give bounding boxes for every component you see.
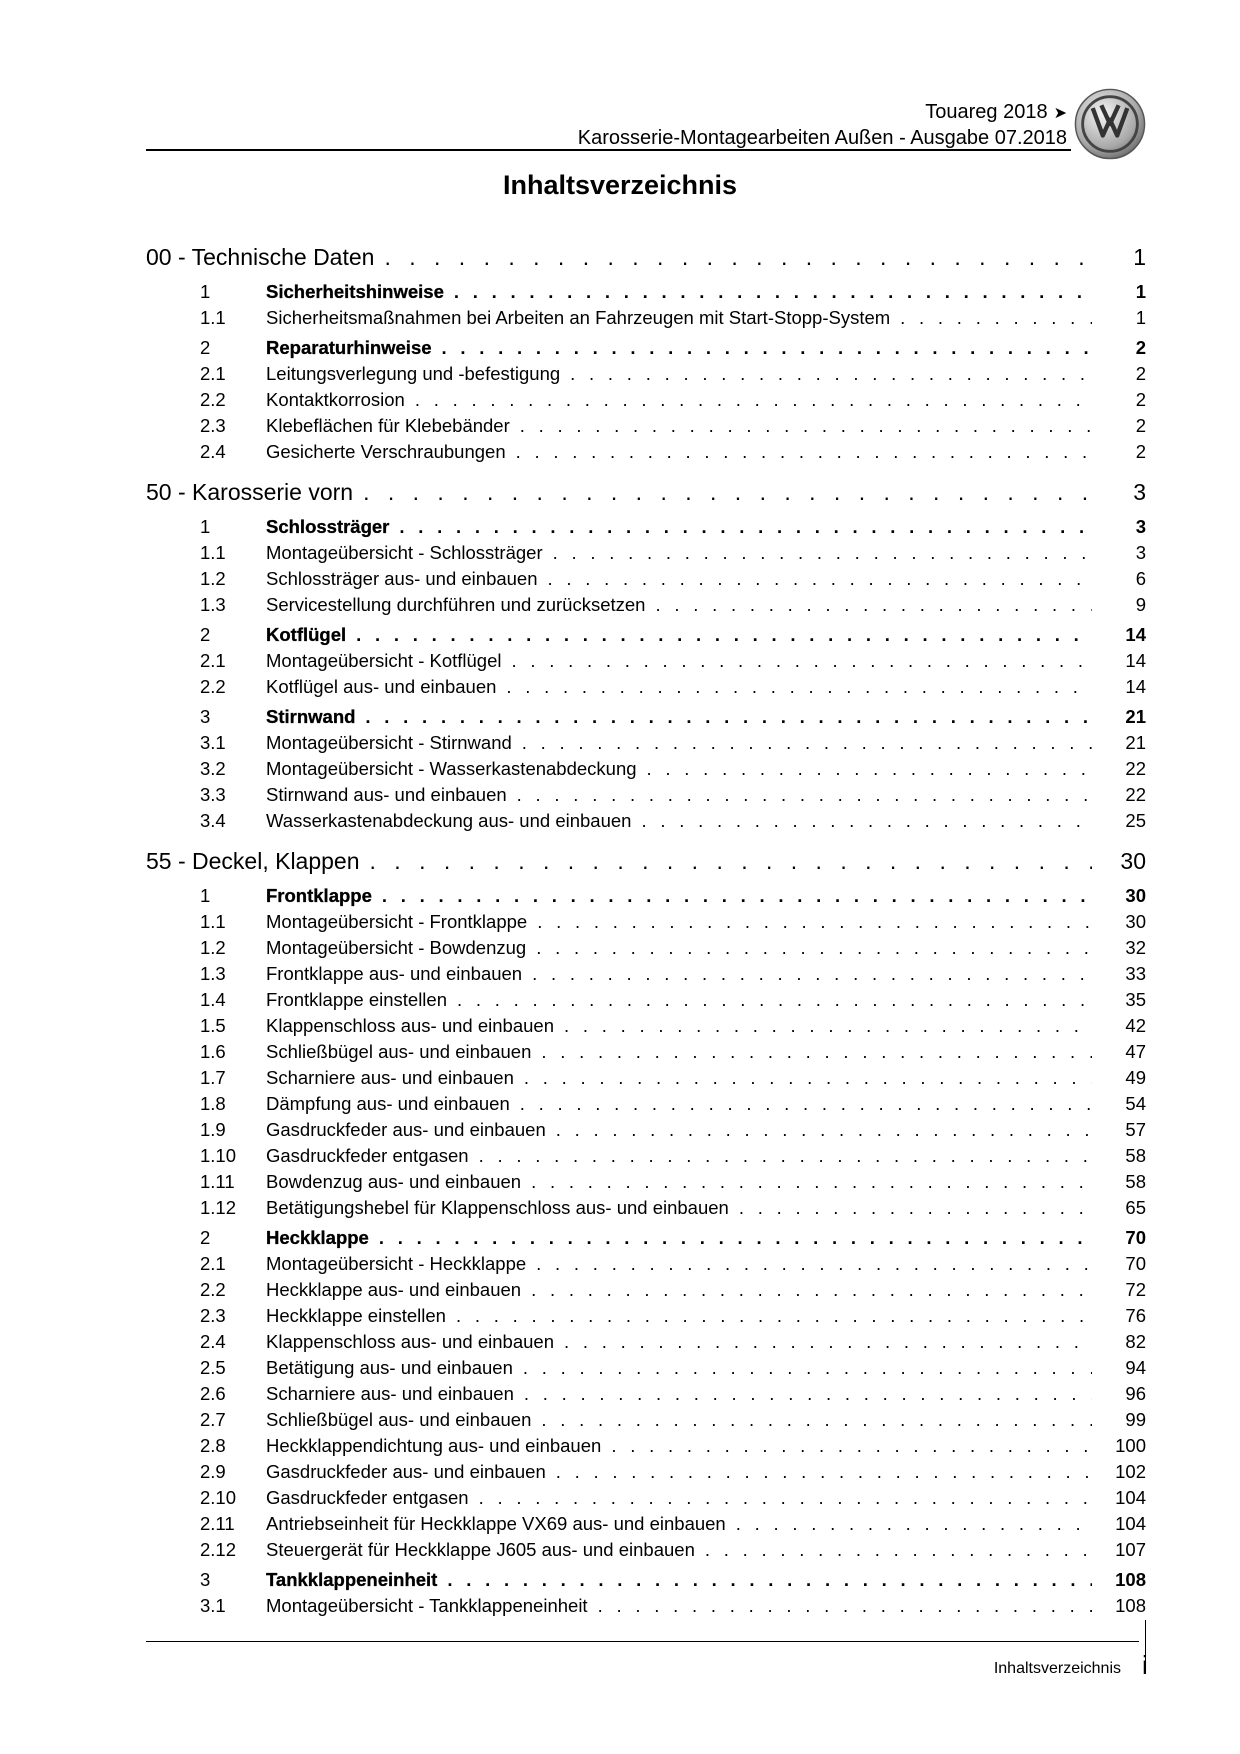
toc-sub-row[interactable] (146, 594, 1146, 620)
footer-rule (146, 1641, 1139, 1642)
toc-page-number: 21 (1125, 732, 1146, 753)
toc-page-number: 70 (1125, 1227, 1146, 1248)
toc-leader-dots (553, 542, 1092, 564)
toc-sub-row[interactable] (146, 1305, 1146, 1331)
toc-title: Frontklappe einstellen (266, 989, 447, 1010)
toc-page-number: 2 (1135, 337, 1146, 358)
header-model: Touareg 2018 (925, 101, 1048, 123)
arrow-icon: ➤ (1053, 105, 1067, 122)
toc-page-number: 3 (1135, 516, 1146, 537)
toc-number: 2.8 (200, 1435, 226, 1456)
toc-chapter-row[interactable] (146, 848, 1146, 881)
toc-sub-row[interactable] (146, 963, 1146, 989)
footer-page-number: i (1142, 1650, 1148, 1680)
toc-sub-row[interactable] (146, 363, 1146, 389)
toc-number: 1.10 (200, 1145, 237, 1166)
toc-title: 00 - Technische Daten (146, 244, 375, 270)
toc-page-number: 76 (1125, 1305, 1146, 1326)
toc-sub-row[interactable] (146, 989, 1146, 1015)
toc-page-number: 3 (1133, 479, 1146, 505)
toc-page-number: 21 (1125, 706, 1146, 727)
toc-title: Kotflügel aus- und einbauen (266, 676, 497, 697)
toc-leader-dots (479, 1487, 1092, 1509)
toc-page-number: 100 (1115, 1435, 1146, 1456)
toc-title: Montageübersicht - Tankklappeneinheit (266, 1595, 588, 1616)
toc-number: 2.10 (200, 1487, 237, 1508)
toc-page-number: 1 (1135, 307, 1146, 328)
toc-title: Antriebseinheit für Heckklappe VX69 aus- und einbauen (266, 1513, 726, 1534)
toc-title: Betätigungshebel für Klappenschloss aus- und einbauen (266, 1197, 729, 1218)
toc-section-row[interactable] (146, 281, 1146, 307)
toc-title: Tankklappeneinheit (266, 1569, 438, 1590)
toc-page-number: 108 (1115, 1595, 1146, 1616)
toc-number: 2.6 (200, 1383, 226, 1404)
toc-leader-dots (531, 1171, 1092, 1193)
toc-page-number: 72 (1125, 1279, 1146, 1300)
toc-title: Heckklappe aus- und einbauen (266, 1279, 522, 1300)
toc-title: Gasdruckfeder aus- und einbauen (266, 1119, 546, 1140)
toc-page-number: 107 (1115, 1539, 1146, 1560)
toc-section-row[interactable] (146, 516, 1146, 542)
toc-title: Servicestellung durchführen und zurücksetzen (266, 594, 646, 615)
toc-leader-dots (454, 281, 1092, 303)
toc-title: Kontaktkorrosion (266, 389, 405, 410)
toc-leader-dots (356, 624, 1092, 646)
toc-title: Gasdruckfeder entgasen (266, 1487, 469, 1508)
toc-sub-row[interactable] (146, 542, 1146, 568)
toc-page-number: 58 (1125, 1145, 1146, 1166)
toc-title: Schließbügel aus- und einbauen (266, 1041, 532, 1062)
toc-leader-dots (520, 1093, 1092, 1115)
toc-page-number: 102 (1115, 1461, 1146, 1482)
toc-leader-dots (564, 1015, 1092, 1037)
toc-title: Frontklappe aus- und einbauen (266, 963, 523, 984)
toc-title: Montageübersicht - Heckklappe (266, 1253, 527, 1274)
toc-page-number: 1 (1133, 244, 1146, 270)
toc-leader-dots (524, 1383, 1092, 1405)
toc-title: Reparaturhinweise (266, 337, 432, 358)
toc-page-number: 22 (1125, 758, 1146, 779)
toc-number: 1.1 (200, 911, 226, 932)
toc-page-number: 2 (1135, 363, 1146, 384)
toc-leader-dots (556, 1119, 1092, 1141)
toc-title: Klappenschloss aus- und einbauen (266, 1015, 554, 1036)
toc-page-number: 94 (1125, 1357, 1146, 1378)
toc-leader-dots (512, 650, 1093, 672)
toc-leader-dots (415, 389, 1092, 411)
toc-number: 1.2 (200, 568, 226, 589)
toc-title: Montageübersicht - Wasserkastenabdeckung (266, 758, 637, 779)
toc-title: Schließbügel aus- und einbauen (266, 1409, 532, 1430)
toc-title: Montageübersicht - Stirnwand (266, 732, 512, 753)
toc-title: Gasdruckfeder aus- und einbauen (266, 1461, 546, 1482)
toc-sub-row[interactable] (146, 1279, 1146, 1305)
toc-section-row[interactable] (146, 624, 1146, 650)
toc-number: 1.1 (200, 542, 226, 563)
toc-title: Stirnwand (266, 706, 356, 727)
toc-sub-row[interactable] (146, 732, 1146, 758)
toc-page-number: 96 (1125, 1383, 1146, 1404)
toc-sub-row[interactable] (146, 1171, 1146, 1197)
toc-leader-dots (517, 784, 1092, 806)
toc-number: 2.3 (200, 1305, 226, 1326)
toc-sub-row[interactable] (146, 1041, 1146, 1067)
toc-leader-dots (548, 568, 1092, 590)
toc-leader-dots (739, 1197, 1092, 1219)
toc-sub-row[interactable] (146, 1383, 1146, 1409)
toc-title: Bowdenzug aus- und einbauen (266, 1171, 522, 1192)
toc-number: 2.1 (200, 650, 226, 671)
toc-sub-row[interactable] (146, 911, 1146, 937)
toc-number: 2.2 (200, 676, 226, 697)
toc-sub-row[interactable] (146, 1067, 1146, 1093)
toc-number: 1.4 (200, 989, 226, 1010)
toc-number: 2 (200, 337, 211, 358)
toc-number: 1.8 (200, 1093, 226, 1114)
toc-number: 1.5 (200, 1015, 226, 1036)
toc-number: 1.7 (200, 1067, 226, 1088)
toc-leader-dots (457, 989, 1092, 1011)
toc-leader-dots (479, 1145, 1092, 1167)
toc-number: 2.11 (200, 1513, 235, 1534)
toc-title: Dämpfung aus- und einbauen (266, 1093, 510, 1114)
toc-sub-row[interactable] (146, 1093, 1146, 1119)
toc-title: Schlossträger aus- und einbauen (266, 568, 538, 589)
toc-number: 1.12 (200, 1197, 237, 1218)
toc-number: 2.1 (200, 1253, 226, 1274)
toc-leader-dots (641, 810, 1092, 832)
toc-sub-row[interactable] (146, 758, 1146, 784)
toc-leader-dots (655, 594, 1092, 616)
toc-sub-row[interactable] (146, 810, 1146, 836)
toc-page-number: 2 (1135, 415, 1146, 436)
toc-number: 1 (200, 516, 211, 537)
toc-sub-row[interactable] (146, 307, 1146, 333)
toc-leader-dots (570, 363, 1092, 385)
toc-leader-dots (379, 1227, 1092, 1249)
toc-number: 1.1 (200, 307, 226, 328)
toc-leader-dots (370, 848, 1092, 875)
toc-page-number: 32 (1125, 937, 1146, 958)
toc-number: 3.4 (200, 810, 226, 831)
toc-number: 1.3 (200, 594, 226, 615)
toc-number: 2.12 (200, 1539, 237, 1560)
toc-sub-row[interactable] (146, 1197, 1146, 1223)
toc-page-number: 25 (1125, 810, 1146, 831)
toc-leader-dots (536, 1253, 1092, 1275)
toc-number: 2.2 (200, 389, 226, 410)
toc-number: 2 (200, 1227, 211, 1248)
toc-sub-row[interactable] (146, 1513, 1146, 1539)
toc-page-number: 47 (1125, 1041, 1146, 1062)
toc-sub-row[interactable] (146, 784, 1146, 810)
toc-leader-dots (506, 676, 1092, 698)
toc-page-number: 54 (1125, 1093, 1146, 1114)
toc-number: 2.4 (200, 441, 226, 462)
toc-page-number: 104 (1115, 1487, 1146, 1508)
toc-page-number: 3 (1135, 542, 1146, 563)
toc-page-number: 33 (1125, 963, 1146, 984)
toc-leader-dots (399, 516, 1092, 538)
toc-sub-row[interactable] (146, 1331, 1146, 1357)
toc-sub-row[interactable] (146, 1119, 1146, 1145)
toc-number: 3.1 (200, 732, 226, 753)
page-header (146, 88, 1146, 152)
toc-number: 2.9 (200, 1461, 226, 1482)
toc-leader-dots (456, 1305, 1092, 1327)
toc-leader-dots (556, 1461, 1092, 1483)
toc-leader-dots (447, 1569, 1092, 1591)
toc-title: Kotflügel (266, 624, 347, 645)
toc-leader-dots (705, 1539, 1092, 1561)
toc-number: 2.1 (200, 363, 226, 384)
toc-chapter-row[interactable] (146, 479, 1146, 512)
toc-page-number: 108 (1115, 1569, 1146, 1590)
toc-leader-dots (598, 1595, 1092, 1617)
toc-title: Schlossträger (266, 516, 390, 537)
toc-title: Montageübersicht - Frontklappe (266, 911, 528, 932)
toc-sub-row[interactable] (146, 1015, 1146, 1041)
toc-sub-row[interactable] (146, 1539, 1146, 1565)
toc-page-number: 57 (1125, 1119, 1146, 1140)
toc-sub-row[interactable] (146, 650, 1146, 676)
toc-leader-dots (900, 307, 1092, 329)
toc-leader-dots (442, 337, 1092, 359)
toc-sub-row[interactable] (146, 389, 1146, 415)
header-rule (146, 149, 1071, 151)
header-subtitle: Karosserie-Montagearbeiten Außen - Ausgabe 07.2018 (577, 127, 1067, 149)
toc-sub-row[interactable] (146, 1409, 1146, 1435)
toc-number: 1.2 (200, 937, 226, 958)
toc-number: 2.2 (200, 1279, 226, 1300)
toc-page-number: 14 (1125, 624, 1146, 645)
toc-title: Heckklappe (266, 1227, 369, 1248)
toc-leader-dots (365, 706, 1092, 728)
toc-sub-row[interactable] (146, 676, 1146, 702)
toc-number: 2.5 (200, 1357, 226, 1378)
toc-number: 3.2 (200, 758, 226, 779)
toc-page-number: 49 (1125, 1067, 1146, 1088)
toc-title: Scharniere aus- und einbauen (266, 1067, 514, 1088)
toc-number: 2.3 (200, 415, 226, 436)
toc-title: Montageübersicht - Schlossträger (266, 542, 543, 563)
toc-title: Wasserkastenabdeckung aus- und einbauen (266, 810, 632, 831)
toc-sub-row[interactable] (146, 568, 1146, 594)
toc-sub-row[interactable] (146, 1487, 1146, 1513)
toc-number: 1.9 (200, 1119, 226, 1140)
toc-page-number: 14 (1125, 676, 1146, 697)
toc-title: Betätigung aus- und einbauen (266, 1357, 513, 1378)
toc-sub-row[interactable] (146, 1253, 1146, 1279)
toc-leader-dots (523, 1357, 1092, 1379)
toc-leader-dots (363, 479, 1092, 506)
toc-title: 50 - Karosserie vorn (146, 479, 354, 505)
toc-title: Sicherheitsmaßnahmen bei Arbeiten an Fahrzeugen mit Start-Stopp-System (266, 307, 891, 328)
toc-leader-dots (537, 911, 1092, 933)
toc-sub-row[interactable] (146, 937, 1146, 963)
toc-title: Klebeflächen für Klebebänder (266, 415, 510, 436)
toc-number: 2.7 (200, 1409, 226, 1430)
toc-number: 1.11 (200, 1171, 235, 1192)
table-of-contents (146, 240, 1146, 1621)
toc-leader-dots (516, 441, 1092, 463)
toc-title: Steuergerät für Heckklappe J605 aus- und einbauen (266, 1539, 695, 1560)
toc-title: Heckklappe einstellen (266, 1305, 446, 1326)
toc-leader-dots (531, 1279, 1092, 1301)
toc-sub-row[interactable] (146, 441, 1146, 467)
toc-title: Stirnwand aus- und einbauen (266, 784, 507, 805)
header-text (578, 100, 1067, 151)
toc-title: Frontklappe (266, 885, 372, 906)
toc-leader-dots (384, 244, 1092, 271)
toc-page-number: 99 (1125, 1409, 1146, 1430)
toc-title: Montageübersicht - Bowdenzug (266, 937, 527, 958)
toc-leader-dots (382, 885, 1092, 907)
toc-page-number: 65 (1125, 1197, 1146, 1218)
footer-label: Inhaltsverzeichnis (993, 1660, 1121, 1677)
toc-number: 3.3 (200, 784, 226, 805)
toc-leader-dots (532, 963, 1092, 985)
toc-title: Scharniere aus- und einbauen (266, 1383, 514, 1404)
toc-section-row[interactable] (146, 1227, 1146, 1253)
toc-number: 1.6 (200, 1041, 226, 1062)
toc-sub-row[interactable] (146, 415, 1146, 441)
toc-page-number: 35 (1125, 989, 1146, 1010)
toc-page-number: 1 (1135, 281, 1146, 302)
toc-number: 1.3 (200, 963, 226, 984)
toc-page-number: 30 (1120, 848, 1146, 874)
toc-number: 1 (200, 281, 211, 302)
toc-page-number: 30 (1125, 885, 1146, 906)
toc-page-number: 30 (1125, 911, 1146, 932)
toc-title: Heckklappendichtung aus- und einbauen (266, 1435, 602, 1456)
toc-title: Gasdruckfeder entgasen (266, 1145, 469, 1166)
toc-chapter-row[interactable] (146, 244, 1146, 277)
toc-number: 1 (200, 885, 211, 906)
toc-sub-row[interactable] (146, 1595, 1146, 1621)
toc-leader-dots (541, 1041, 1092, 1063)
toc-page-number: 14 (1125, 650, 1146, 671)
toc-sub-row[interactable] (146, 1357, 1146, 1383)
toc-number: 3 (200, 706, 211, 727)
toc-title: Klappenschloss aus- und einbauen (266, 1331, 554, 1352)
toc-sub-row[interactable] (146, 1435, 1146, 1461)
toc-page-number: 9 (1135, 594, 1146, 615)
toc-leader-dots (522, 732, 1092, 754)
toc-title: 55 - Deckel, Klappen (146, 848, 360, 874)
toc-leader-dots (647, 758, 1092, 780)
toc-title: Sicherheitshinweise (266, 281, 444, 302)
page-title: Inhaltsverzeichnis (502, 170, 738, 200)
toc-section-row[interactable] (146, 706, 1146, 732)
toc-title: Montageübersicht - Kotflügel (266, 650, 502, 671)
toc-number: 3.1 (200, 1595, 226, 1616)
toc-section-row[interactable] (146, 885, 1146, 911)
toc-section-row[interactable] (146, 337, 1146, 363)
toc-section-row[interactable] (146, 1569, 1146, 1595)
toc-sub-row[interactable] (146, 1461, 1146, 1487)
toc-page-number: 2 (1135, 441, 1146, 462)
toc-leader-dots (736, 1513, 1092, 1535)
toc-leader-dots (541, 1409, 1092, 1431)
toc-title: Gesicherte Verschraubungen (266, 441, 506, 462)
toc-sub-row[interactable] (146, 1145, 1146, 1171)
toc-leader-dots (524, 1067, 1092, 1089)
toc-page-number: 6 (1135, 568, 1146, 589)
toc-number: 2 (200, 624, 211, 645)
toc-page-number: 22 (1125, 784, 1146, 805)
toc-leader-dots (611, 1435, 1092, 1457)
toc-page-number: 70 (1125, 1253, 1146, 1274)
toc-page-number: 42 (1125, 1015, 1146, 1036)
toc-page-number: 58 (1125, 1171, 1146, 1192)
toc-leader-dots (564, 1331, 1092, 1353)
toc-leader-dots (520, 415, 1092, 437)
toc-page-number: 2 (1135, 389, 1146, 410)
toc-number: 2.4 (200, 1331, 226, 1352)
toc-page-number: 82 (1125, 1331, 1146, 1352)
toc-page-number: 104 (1115, 1513, 1146, 1534)
vw-logo-icon (1074, 88, 1146, 160)
toc-title: Leitungsverlegung und -befestigung (266, 363, 561, 384)
toc-number: 3 (200, 1569, 211, 1590)
toc-leader-dots (536, 937, 1092, 959)
